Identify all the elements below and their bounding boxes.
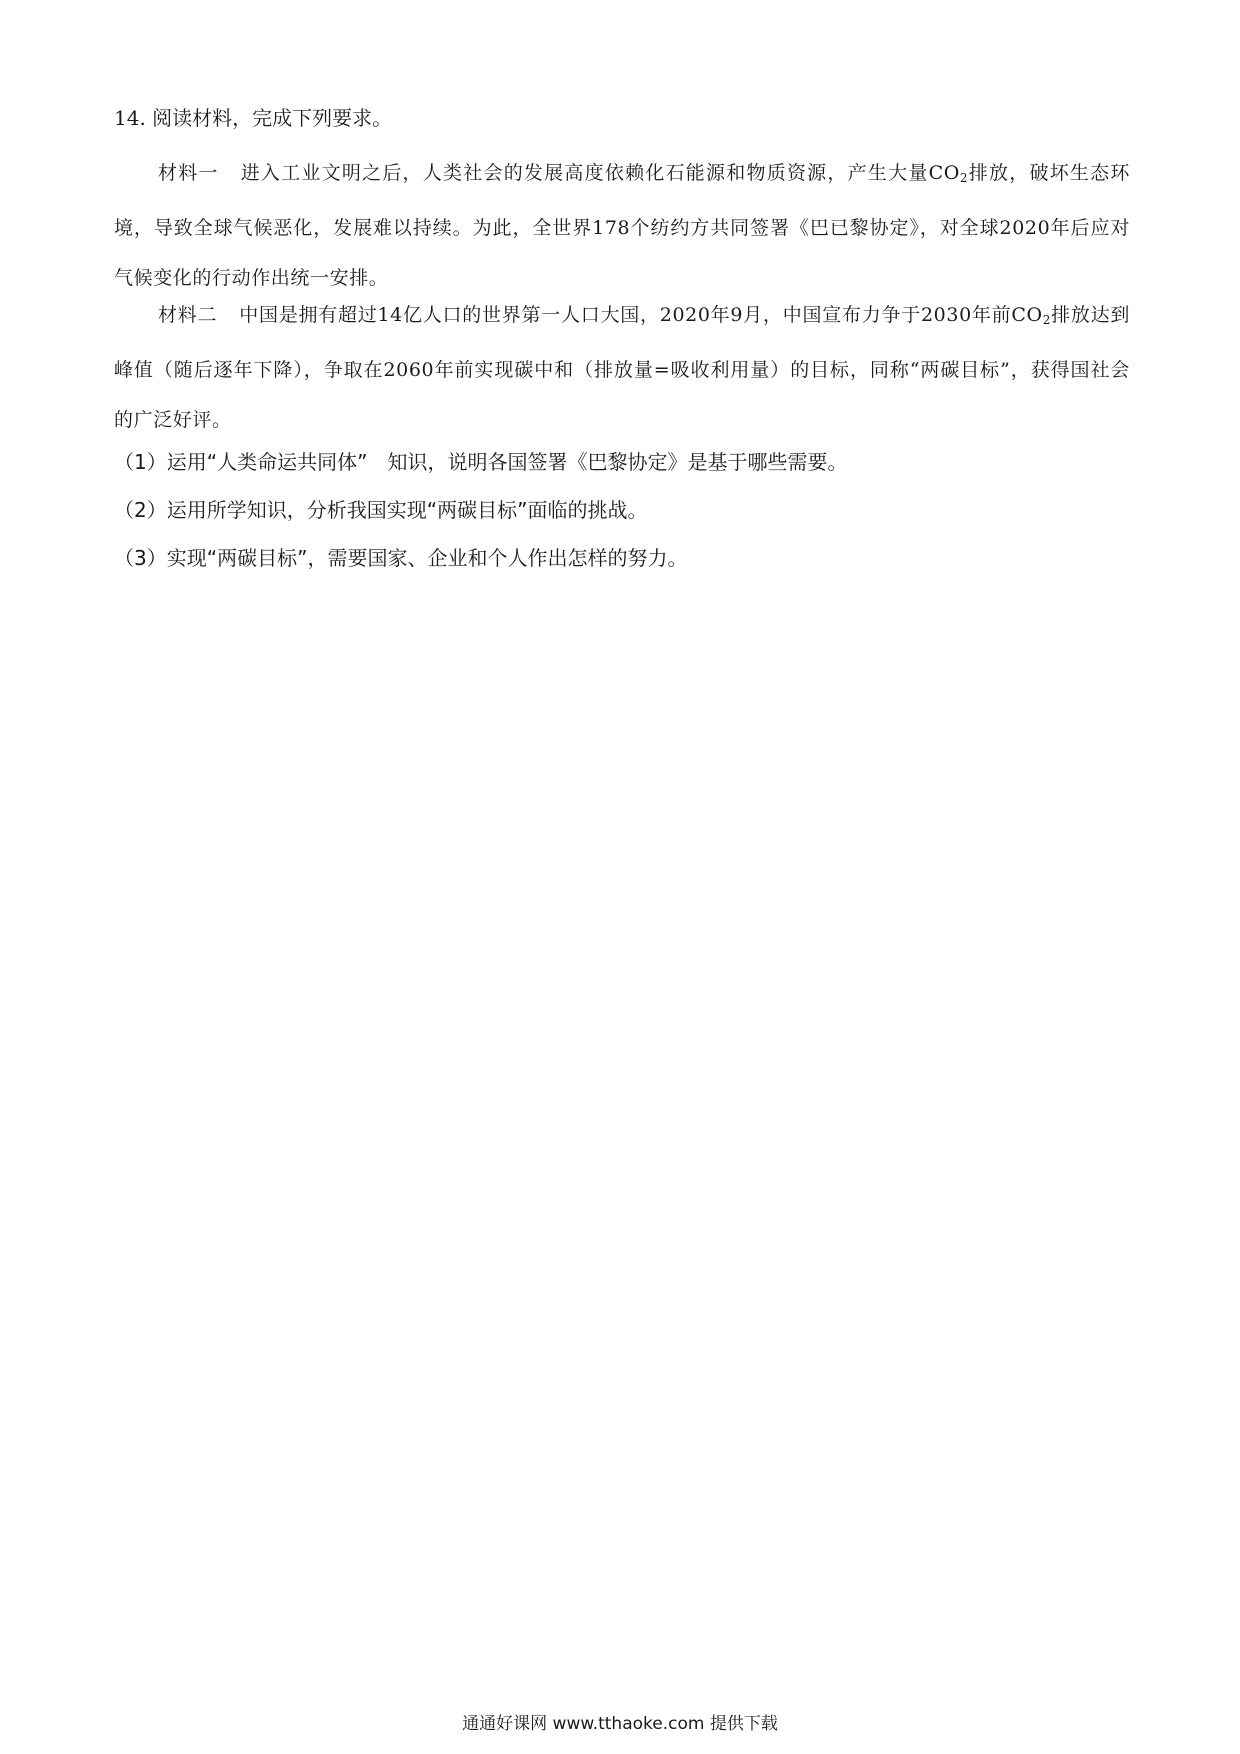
material-one-text-part1: 进入工业文明之后，人类社会的发展高度依赖化石能源和物质资源，产生大量: [240, 162, 929, 184]
material-two-co2-subscript: 2: [1042, 313, 1051, 327]
sub-question-2: （2）运用所学知识，分析我国实现“两碳目标”面临的挑战。: [114, 498, 648, 522]
material-one-co2: CO: [928, 162, 960, 184]
page-footer: 通通好课网 www.tthaoke.com 提供下载: [462, 1714, 778, 1734]
material-two: [114, 290, 1130, 445]
material-two-co2: CO: [1011, 304, 1043, 326]
material-one: [114, 148, 1130, 303]
material-one-label: 材料一: [158, 162, 219, 184]
material-two-text-part2: 排放达到峰值（随后逐年下降），争取在2060年前实现碳中和（排放量=吸收利用量）的目标，同称“两碳目标”，获得国社会的广泛好评。: [114, 304, 1130, 431]
material-one-co2-subscript: 2: [959, 171, 969, 185]
material-two-text-part1: 中国是拥有超过14亿人口的世界第一人口大国，2020年9月，中国宣布力争于2030年前: [239, 304, 1012, 326]
material-one-text-part2: 排放，破坏生态环境，导致全球气候恶化，发展难以持续。为此，全世界178个纺约方共同签署《巴已黎协定》，对全球2020年后应对气候变化的行动作出统一安排。: [114, 162, 1130, 289]
question-title: 14. 阅读材料，完成下列要求。: [114, 106, 393, 130]
material-two-label: 材料二: [158, 304, 218, 326]
sub-question-1: （1）运用“人类命运共同体” 知识，说明各国签署《巴黎协定》是基于哪些需要。: [114, 450, 848, 474]
sub-question-3: （3）实现“两碳目标”，需要国家、企业和个人作出怎样的努力。: [114, 546, 688, 570]
